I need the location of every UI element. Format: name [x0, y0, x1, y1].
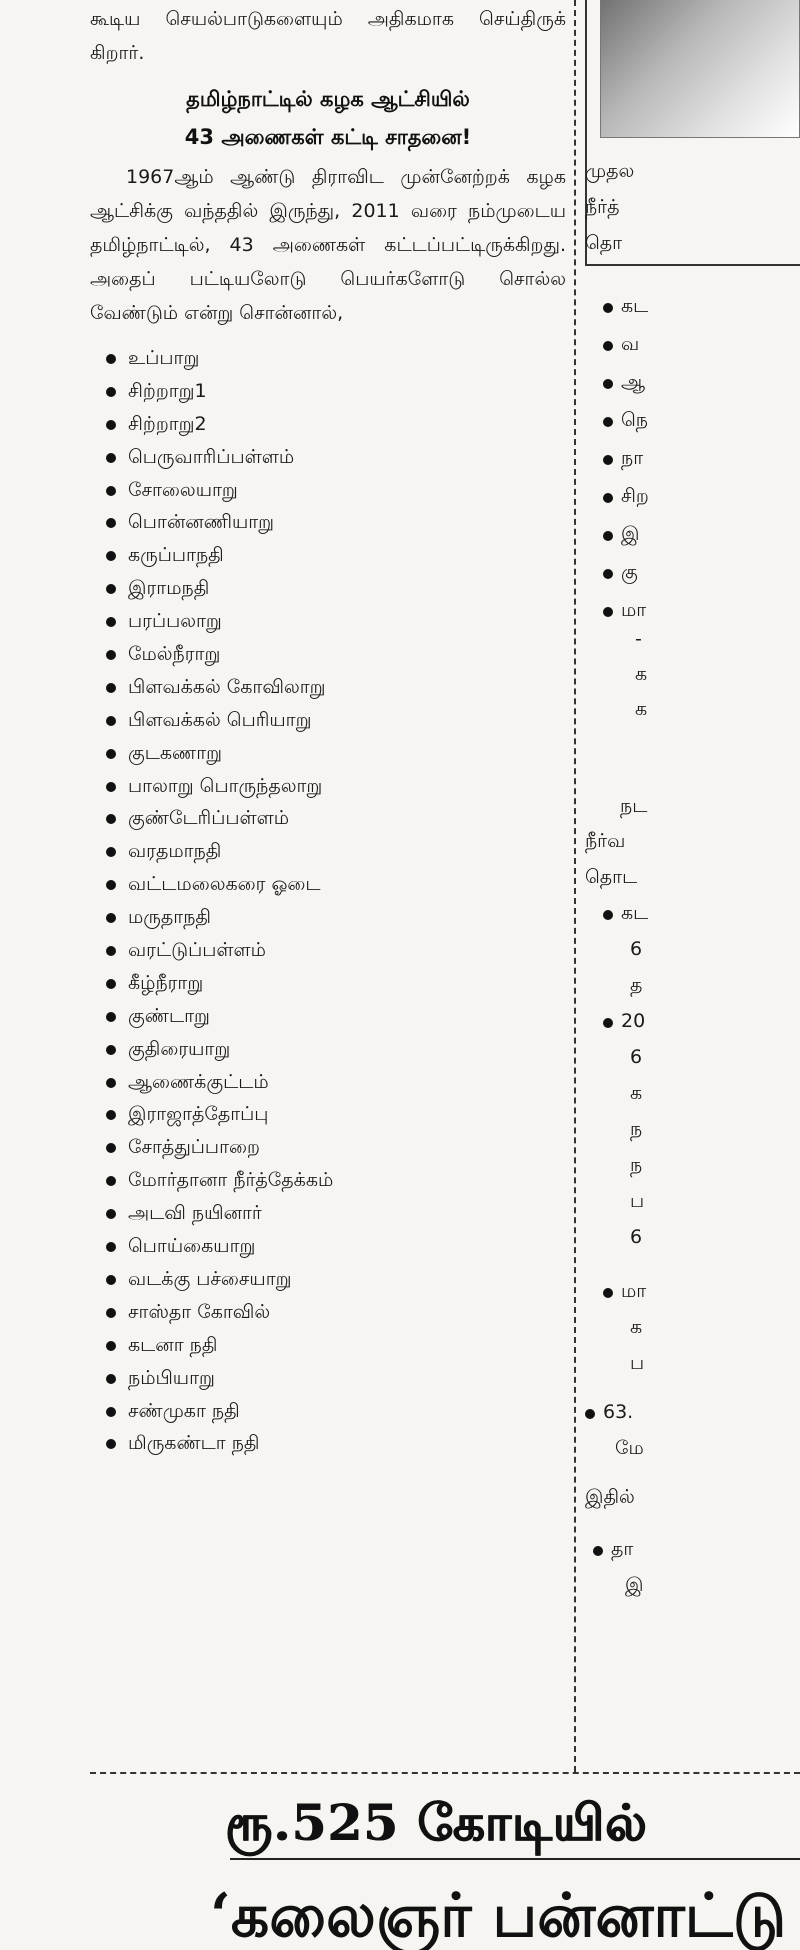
right-bullet: ஆ	[603, 371, 645, 396]
right-bullet: மா	[603, 599, 646, 624]
body-paragraph: 1967ஆம் ஆண்டு திராவிட முன்னேற்றக் கழக ஆட்சிக்கு வந்ததில் இருந்து, 2011 வரை நம்முடைய தமிழ்நாட்டில், 43 அணைகள் கட்டப்பட்டிருக்கிறது. அதைப் பட்டியலோடு பெயர்களோடு சொல்ல வேண்டும் என்று சொன்னால்,	[90, 166, 566, 324]
dam-list-item: மிருகண்டா நதி	[106, 1427, 566, 1460]
dam-list-item: பொய்கையாறு	[106, 1230, 566, 1263]
right-bullet: சிற	[603, 485, 649, 510]
fragment: -	[635, 628, 642, 650]
dam-list-item: பரப்பலாறு	[106, 605, 566, 638]
right-bullet: வ	[603, 333, 639, 358]
right-bullet: கு	[603, 561, 638, 586]
subheadline: ‘கலைஞர் பன்னாட்டு	[210, 1881, 787, 1950]
headline-underline	[230, 1858, 800, 1860]
dam-list-item: மோர்தானா நீர்த்தேக்கம்	[106, 1164, 566, 1197]
sub-fragment: த	[630, 974, 643, 996]
caption-line: நீர்த்	[585, 196, 620, 218]
dam-list-item: வடக்கு பச்சையாறு	[106, 1263, 566, 1296]
right-bullet: இ	[603, 523, 639, 548]
dam-list-item: நம்பியாறு	[106, 1362, 566, 1395]
left-column	[90, 0, 566, 1460]
dam-list-item: பெருவாரிப்பள்ளம்	[106, 441, 566, 474]
fragment: இதில்	[585, 1486, 635, 1508]
dam-list-item: மேல்நீராறு	[106, 638, 566, 671]
right-column	[585, 0, 800, 1780]
dam-list-item: வரட்டுப்பள்ளம்	[106, 934, 566, 967]
sub-fragment: ந	[630, 1154, 643, 1176]
dam-list-item: பிளவக்கல் கோவிலாறு	[106, 671, 566, 704]
dam-list-item: பாலாறு பொருந்தலாறு	[106, 770, 566, 803]
right-bullet: 63.	[585, 1401, 633, 1423]
sub-fragment: ந	[630, 1118, 643, 1140]
dam-list-item: பிளவக்கல் பெரியாறு	[106, 704, 566, 737]
dam-list-item: மருதாநதி	[106, 901, 566, 934]
photo-box	[585, 0, 800, 266]
dam-list-item: சோத்துப்பாறை	[106, 1131, 566, 1164]
right-bullet: கட	[603, 295, 648, 320]
dam-list-item: சிற்றாறு2	[106, 408, 566, 441]
caption-line: தொ	[585, 232, 623, 254]
sub-fragment: ப	[630, 1352, 645, 1374]
dam-list-item: குண்டேரிப்பள்ளம்	[106, 802, 566, 835]
dam-list-item: கீழ்நீராறு	[106, 967, 566, 1000]
dam-list	[90, 342, 566, 1460]
dam-list-item: சிற்றாறு1	[106, 375, 566, 408]
dam-list-item: ஆணைக்குட்டம்	[106, 1066, 566, 1099]
sub-fragment: 6	[630, 938, 643, 960]
dam-list-item: குடகணாறு	[106, 737, 566, 770]
headline: ரூ.525 கோடியில்	[225, 1793, 648, 1852]
fragment: க	[635, 663, 648, 685]
dam-list-item: கடனா நதி	[106, 1329, 566, 1362]
fragment: இ	[625, 1574, 644, 1596]
dam-list-item: சோலையாறு	[106, 474, 566, 507]
right-bullet: தா	[593, 1538, 633, 1563]
bottom-divider	[90, 1772, 800, 1774]
section-heading	[90, 80, 566, 156]
fragment-line: நட	[620, 795, 648, 817]
right-bullet: நா	[603, 447, 643, 472]
caption-line: முதல	[585, 160, 635, 182]
fragment-line: நீர்வ	[585, 830, 626, 852]
dam-list-item: உப்பாறு	[106, 342, 566, 375]
sub-fragment: க	[630, 1082, 643, 1104]
fragment-line: தொட	[585, 866, 638, 888]
dam-list-item: வட்டமலைகரை ஓடை	[106, 868, 566, 901]
dam-list-item: அடவி நயினார்	[106, 1197, 566, 1230]
right-bullet: மா	[603, 1280, 646, 1305]
sub-fragment: ப	[630, 1190, 645, 1212]
right-bullet: நெ	[603, 409, 648, 434]
section-heading-line-2: 43 அணைகள் கட்டி சாதனை!	[184, 125, 472, 149]
dam-list-item: கருப்பாநதி	[106, 539, 566, 572]
sub-fragment: க	[630, 1316, 643, 1338]
fragment: க	[635, 698, 648, 720]
dam-list-item: இராமநதி	[106, 572, 566, 605]
dam-list-item: இராஜாத்தோப்பு	[106, 1098, 566, 1131]
fragment: மே	[615, 1437, 644, 1459]
dam-list-item: வரதமாநதி	[106, 835, 566, 868]
sub-fragment: 6	[630, 1226, 643, 1248]
dam-list-item: சண்முகா நதி	[106, 1395, 566, 1428]
dam-list-item: குண்டாறு	[106, 1000, 566, 1033]
right-bullet: 20	[603, 1010, 645, 1032]
sub-fragment: 6	[630, 1046, 643, 1068]
intro-paragraph: கூடிய செயல்பாடுகளையும் அதிகமாக செய்திருக் கிறார்.	[90, 8, 566, 64]
column-divider	[574, 0, 576, 1772]
dam-list-item: பொன்னணியாறு	[106, 506, 566, 539]
dam-list-item: சாஸ்தா கோவில்	[106, 1296, 566, 1329]
dam-list-item: குதிரையாறு	[106, 1033, 566, 1066]
right-bullet: கட	[603, 902, 648, 927]
section-heading-line-1: தமிழ்நாட்டில் கழக ஆட்சியில்	[186, 87, 470, 111]
